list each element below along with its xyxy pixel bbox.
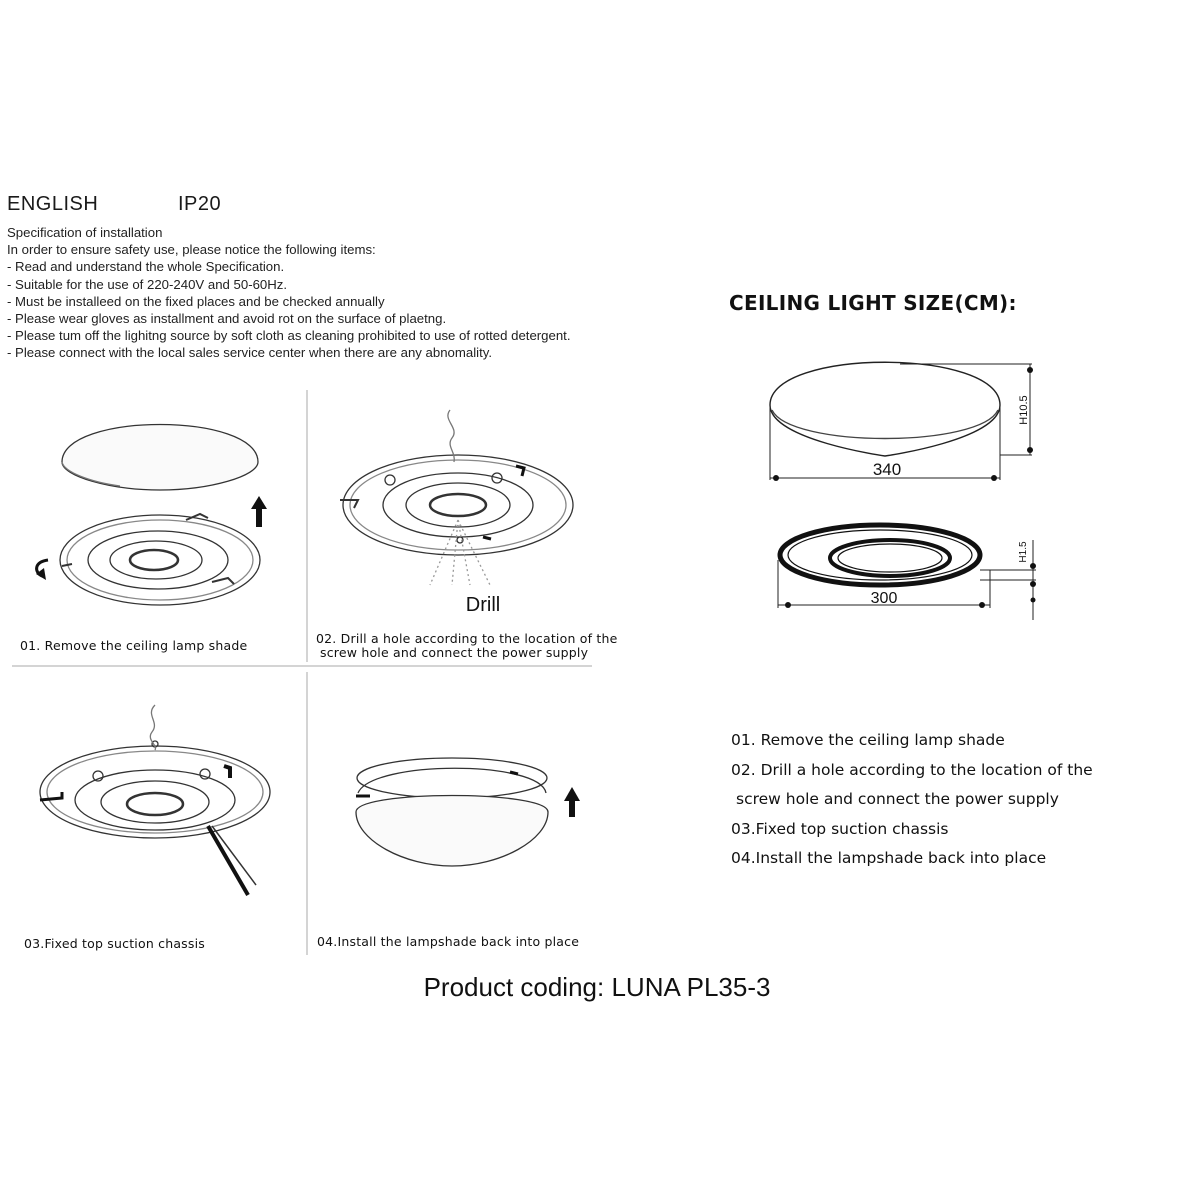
steps-list [731, 726, 1093, 874]
shade-width-label: 340 [872, 460, 902, 479]
spec-item: - Read and understand the whole Specification. [7, 259, 285, 275]
installation-illustrations [0, 380, 600, 960]
product-coding [0, 972, 1200, 1003]
panel-1-caption: 01. Remove the ceiling lamp shade [20, 638, 248, 653]
spec-item: - Please connect with the local sales service center when there are any abnomality. [7, 345, 493, 361]
rotate-arrow-icon [36, 560, 48, 580]
step-item: screw hole and connect the power supply [736, 790, 1059, 808]
size-title: CEILING LIGHT SIZE(CM): [729, 291, 1017, 315]
shade-outline [770, 362, 1000, 456]
dimension-diagram [740, 350, 1060, 630]
step-item: 03.Fixed top suction chassis [731, 819, 949, 838]
step-item: 02. Drill a hole according to the location of the [731, 760, 1093, 779]
step-item: 04.Install the lampshade back into place [731, 849, 1047, 867]
panel-1-remove-shade-drawing [60, 425, 260, 606]
base-outline [780, 525, 980, 585]
spec-item: - Please wear gloves as installment and avoid rot on the surface of plaetng. [7, 311, 447, 327]
panel-4-caption: 04.Install the lampshade back into place [317, 934, 580, 949]
ip-rating-label: IP20 [178, 193, 222, 215]
step-item: 01. Remove the ceiling lamp shade [731, 731, 1005, 749]
panel-3-caption: 03.Fixed top suction chassis [24, 936, 205, 951]
specification-block [7, 224, 571, 362]
panel-4-install-shade-drawing [356, 758, 548, 866]
panel-2-caption-line2: screw hole and connect the power supply [320, 645, 589, 660]
spec-item: - Must be installeed on the fixed places and be checked annually [7, 293, 385, 309]
base-width-label: 300 [870, 590, 898, 607]
product-coding-text: Product coding: LUNA PL35-3 [423, 972, 771, 1002]
up-arrow-icon [564, 787, 580, 817]
up-arrow-icon [251, 496, 267, 527]
spec-intro: In order to ensure safety use, please notice the following items: [7, 242, 376, 258]
panel-3-fix-chassis-drawing [40, 705, 270, 895]
panel-2-drill-drawing [340, 410, 573, 585]
language-label: ENGLISH [7, 193, 99, 215]
spec-item: - Please tum off the lighitng source by soft cloth as cleaning prohibited to use of rotted detergent. [7, 328, 571, 344]
spec-item: - Suitable for the use of 220-240V and 50-60Hz. [7, 276, 288, 292]
shade-height-label: H10.5 [1018, 395, 1030, 425]
panel-2-caption-line1: 02. Drill a hole according to the location of the [316, 631, 618, 646]
base-height-label: H1.5 [1018, 541, 1029, 563]
drill-label: Drill [465, 594, 501, 616]
spec-title: Specification of installation [7, 225, 163, 240]
